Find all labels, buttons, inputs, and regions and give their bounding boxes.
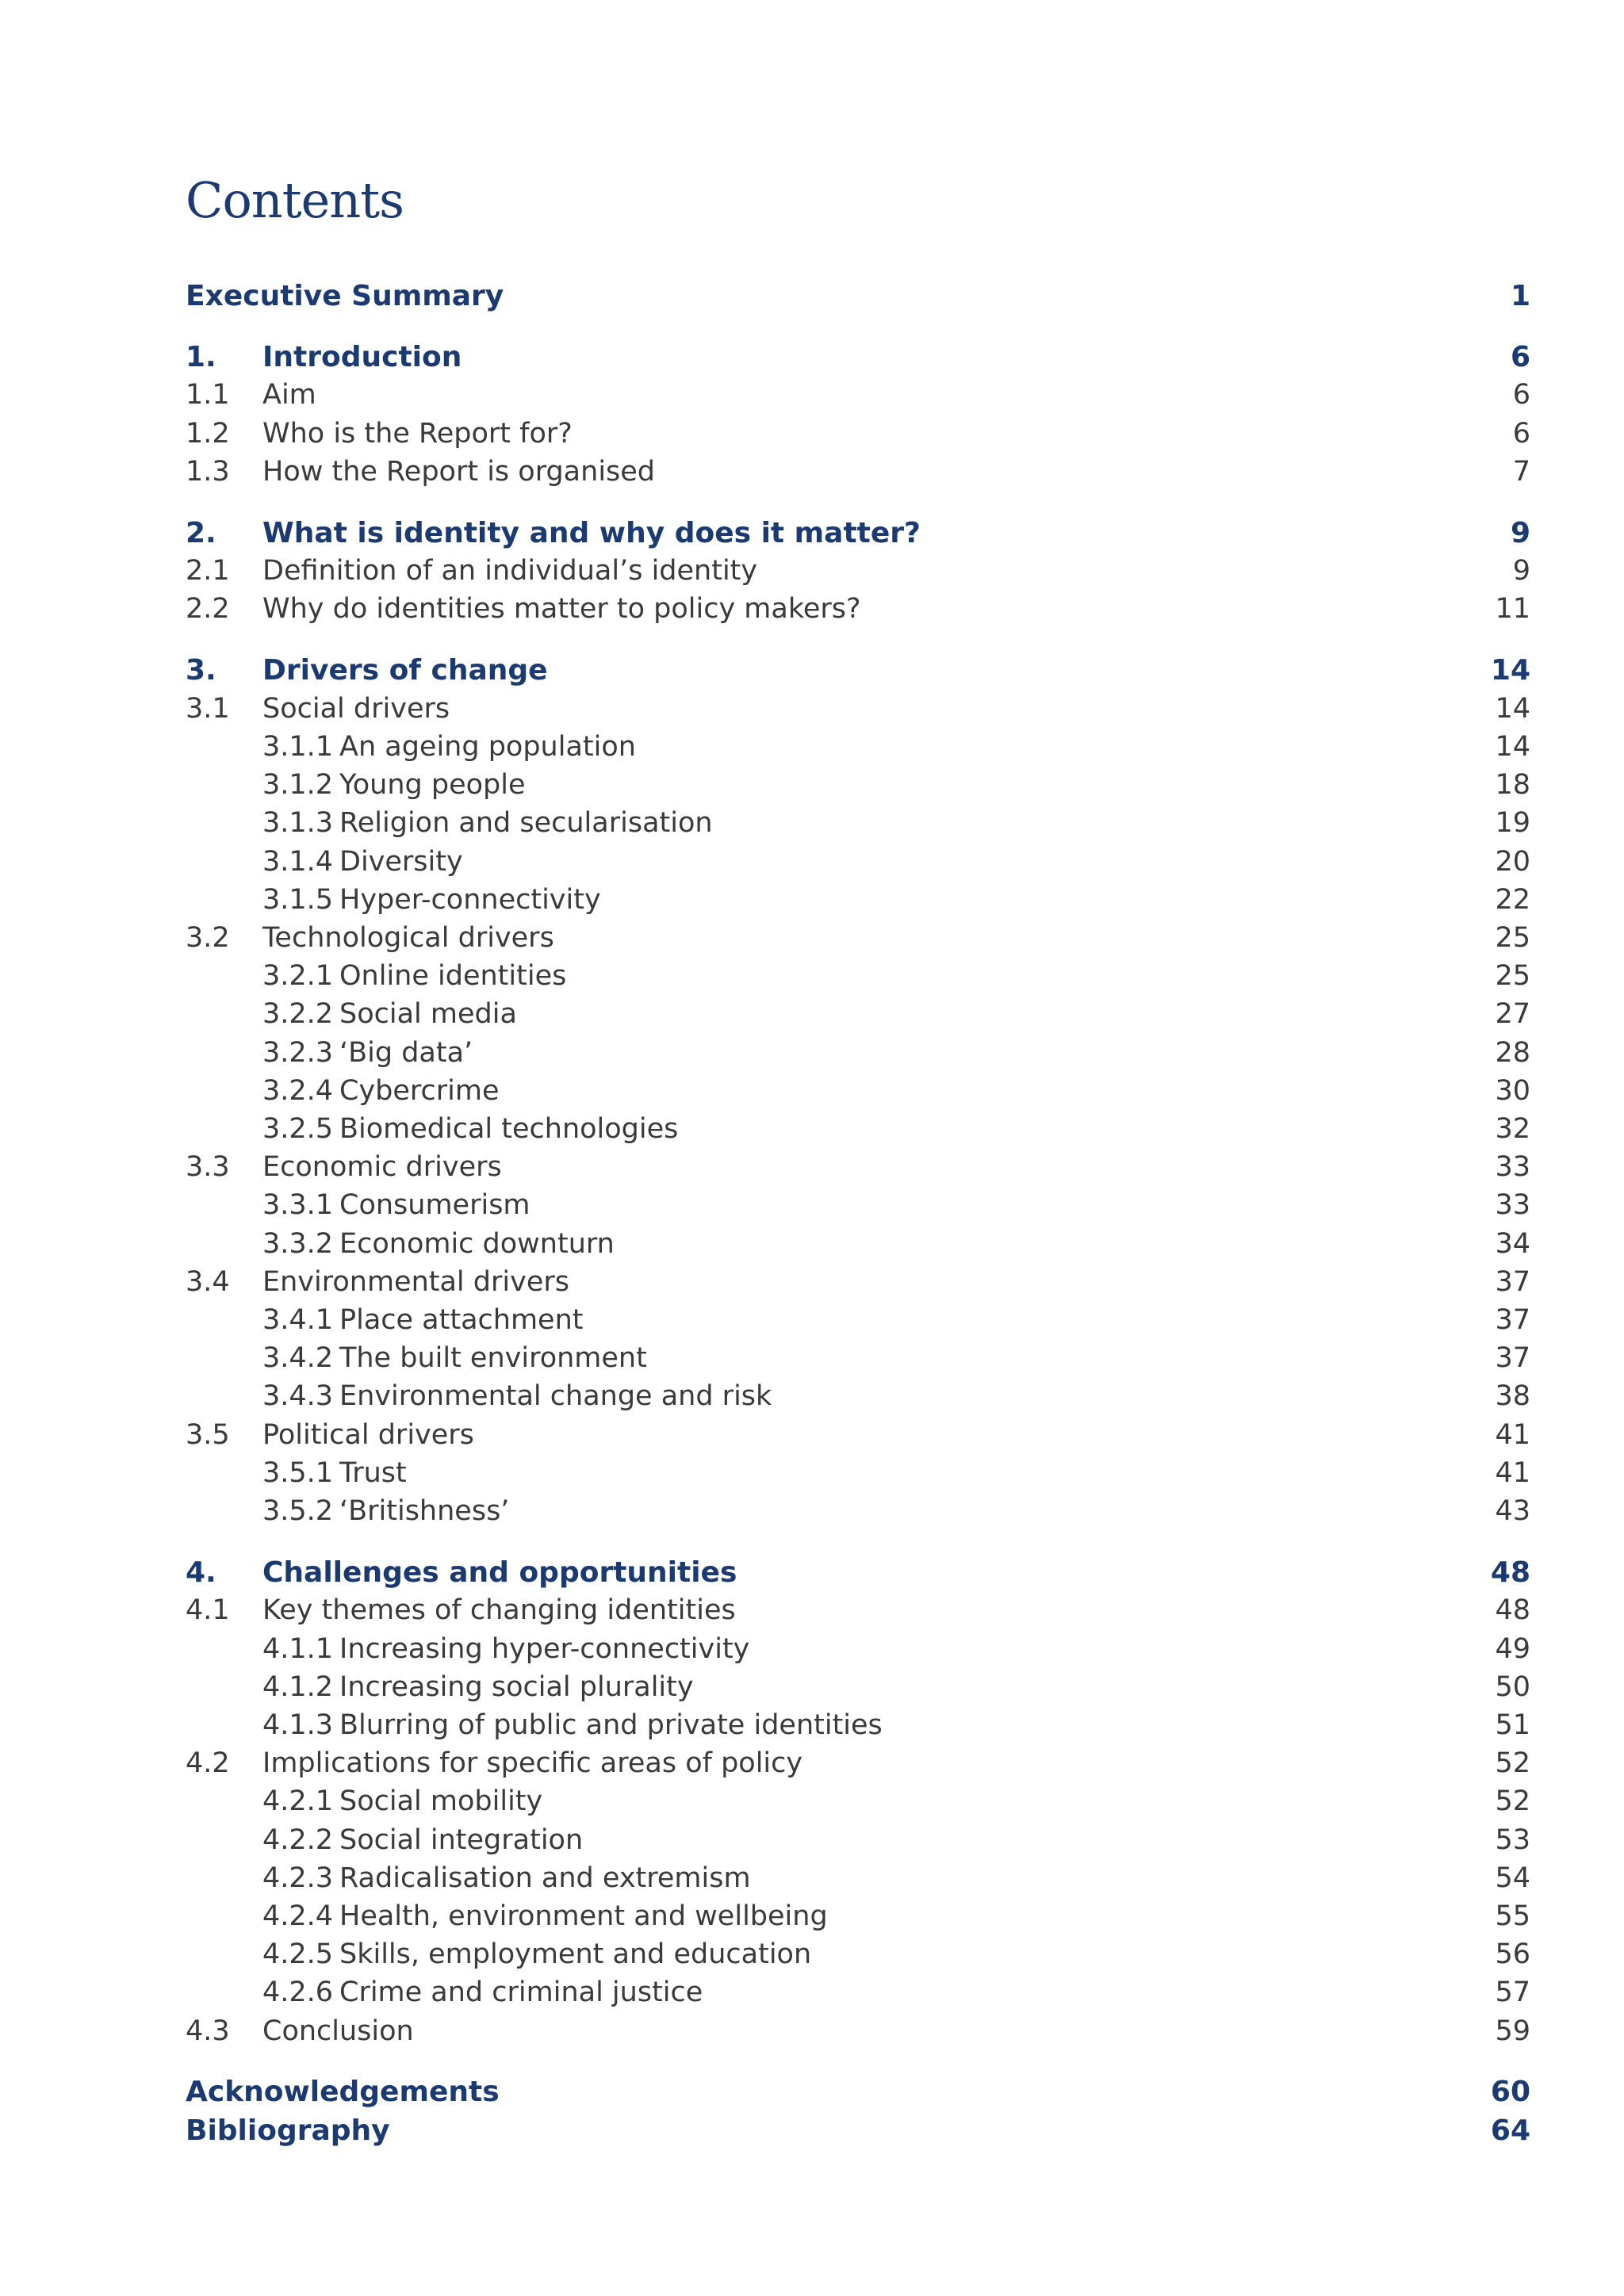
toc-entry-number: 4.2 [186, 1747, 230, 1780]
toc-entry-number: 3.1.4 [262, 845, 334, 878]
toc-entry-page: 25 [1495, 922, 1530, 954]
toc-entry-label: Definition of an individual’s identity [262, 555, 758, 587]
toc-entry-label: Executive Summary [186, 279, 504, 312]
toc-entry-label: Implications for specific areas of policy [262, 1747, 803, 1780]
toc-entry [186, 652, 1530, 690]
toc-entry-number: 3.3.2 [262, 1227, 334, 1260]
toc-entry-label: Cybercrime [339, 1074, 500, 1107]
toc-entry-page: 37 [1495, 1265, 1530, 1298]
toc-entry-number: 3.5.1 [262, 1456, 334, 1489]
toc-entry [186, 843, 1530, 881]
toc-entry-label: Crime and criminal justice [339, 1976, 703, 2009]
toc-entry-page: 52 [1495, 1747, 1530, 1780]
toc-entry [186, 881, 1530, 919]
toc-entry-label: Religion and secularisation [339, 807, 713, 840]
toc-entry-page: 37 [1495, 1304, 1530, 1336]
toc-entry-number: 3.2 [186, 922, 230, 954]
toc-entry [186, 1110, 1530, 1148]
toc-entry [186, 2111, 1530, 2149]
toc-entry-label: Key themes of changing identities [262, 1594, 736, 1627]
toc-entry-number: 3.5.2 [262, 1495, 334, 1527]
toc-entry-page: 25 [1495, 960, 1530, 993]
toc-entry-page: 59 [1495, 2015, 1530, 2047]
toc-entry [186, 1859, 1530, 1897]
toc-entry-label: Blurring of public and private identities [339, 1709, 883, 1741]
toc-entry-number: 4. [186, 1556, 216, 1589]
toc-entry-number: 4.1.3 [262, 1709, 334, 1741]
toc-entry-page: 14 [1490, 654, 1530, 687]
toc-entry [186, 1377, 1530, 1415]
toc-entry-number: 3.2.2 [262, 998, 334, 1031]
toc-entry-number: 3.3 [186, 1151, 230, 1184]
toc-entry-page: 30 [1495, 1074, 1530, 1107]
toc-entry [186, 995, 1530, 1033]
toc-entry [186, 277, 1530, 315]
toc-entry-page: 1 [1510, 279, 1530, 312]
toc-entry-label: Economic drivers [262, 1151, 502, 1184]
toc-entry-label: Aim [262, 379, 316, 411]
toc-entry-label: How the Report is organised [262, 455, 656, 488]
toc-entry-page: 57 [1495, 1976, 1530, 2009]
toc-entry-page: 18 [1495, 769, 1530, 802]
toc-entry-label: Young people [339, 769, 526, 802]
toc-entry-label: Trust [339, 1456, 407, 1489]
toc-entry [186, 728, 1530, 766]
toc-entry-label: Political drivers [262, 1418, 474, 1451]
toc-entry-page: 33 [1495, 1151, 1530, 1184]
toc-entry-number: 3.2.4 [262, 1074, 334, 1107]
toc-entry-page: 37 [1495, 1342, 1530, 1375]
toc-entry [186, 804, 1530, 842]
toc-entry-number: 3.1.1 [262, 731, 334, 763]
toc-entry [186, 1492, 1530, 1530]
toc-entry-label: Technological drivers [262, 922, 554, 954]
toc-entry-label: Conclusion [262, 2015, 414, 2047]
toc-entry-page: 51 [1495, 1709, 1530, 1741]
toc-entry-label: ‘Britishness’ [339, 1495, 510, 1527]
toc-entry-page: 22 [1495, 883, 1530, 916]
page-title: Contents [186, 170, 404, 229]
toc-entry [186, 957, 1530, 995]
toc-entry [186, 1148, 1530, 1186]
toc-entry-label: Skills, employment and education [339, 1938, 812, 1971]
toc-entry-number: 3.4 [186, 1265, 230, 1298]
toc-entry-label: Increasing hyper-connectivity [339, 1632, 750, 1665]
toc-entry [186, 453, 1530, 491]
toc-entry-label: Introduction [262, 340, 462, 373]
toc-entry-page: 60 [1490, 2076, 1530, 2109]
toc-entry-page: 41 [1495, 1418, 1530, 1451]
toc-entry-label: Social integration [339, 1823, 584, 1856]
toc-entry-number: 4.1 [186, 1594, 230, 1627]
toc-entry-page: 41 [1495, 1456, 1530, 1489]
toc-entry [186, 1225, 1530, 1263]
toc-entry [186, 1821, 1530, 1859]
toc-entry-page: 54 [1495, 1862, 1530, 1894]
toc-entry-number: 4.2.3 [262, 1862, 334, 1894]
toc-entry [186, 1668, 1530, 1706]
toc-entry [186, 1186, 1530, 1224]
toc-entry-number: 1.2 [186, 417, 230, 450]
toc-entry-page: 52 [1495, 1785, 1530, 1818]
toc-entry-page: 27 [1495, 998, 1530, 1031]
toc-entry [186, 1706, 1530, 1744]
toc-entry-label: Social drivers [262, 692, 450, 725]
toc-entry-label: ‘Big data’ [339, 1036, 473, 1069]
toc-entry [186, 1072, 1530, 1110]
toc-entry [186, 1935, 1530, 1973]
toc-entry [186, 590, 1530, 628]
toc-entry-label: Environmental change and risk [339, 1380, 772, 1413]
toc-entry-number: 3.4.2 [262, 1342, 334, 1375]
toc-entry-page: 32 [1495, 1113, 1530, 1145]
toc-entry-page: 7 [1512, 455, 1530, 488]
toc-entry-number: 1. [186, 340, 216, 373]
toc-entry [186, 1630, 1530, 1668]
toc-entry-page: 33 [1495, 1189, 1530, 1222]
toc-entry [186, 919, 1530, 957]
toc-entry-page: 19 [1495, 807, 1530, 840]
toc-entry-number: 3.2.3 [262, 1036, 334, 1069]
toc-entry [186, 514, 1530, 552]
toc-entry-number: 2.1 [186, 555, 230, 587]
toc-entry-number: 2.2 [186, 593, 230, 626]
toc-entry-label: An ageing population [339, 731, 636, 763]
toc-entry-page: 20 [1495, 845, 1530, 878]
toc-entry-page: 50 [1495, 1670, 1530, 1703]
toc-entry-number: 3.4.1 [262, 1304, 334, 1336]
toc-entry-number: 4.2.4 [262, 1900, 334, 1932]
toc-entry-number: 4.2.6 [262, 1976, 334, 2009]
toc-entry-number: 3.1.3 [262, 807, 334, 840]
toc-entry-label: Why do identities matter to policy makers? [262, 593, 861, 626]
toc-entry [186, 376, 1530, 414]
toc-entry-label: Environmental drivers [262, 1265, 569, 1298]
toc-entry-page: 9 [1510, 516, 1530, 549]
toc-entry-number: 4.2.1 [262, 1785, 334, 1818]
toc-entry [186, 1973, 1530, 2011]
toc-entry-page: 6 [1510, 340, 1530, 373]
toc-entry-number: 4.1.2 [262, 1670, 334, 1703]
toc-entry-page: 55 [1495, 1900, 1530, 1932]
toc-entry [186, 338, 1530, 376]
toc-entry-label: Online identities [339, 960, 567, 993]
toc-entry-label: What is identity and why does it matter? [262, 516, 921, 549]
toc-entry-page: 43 [1495, 1495, 1530, 1527]
toc-entry-number: 4.2.2 [262, 1823, 334, 1856]
toc-entry-label: The built environment [339, 1342, 647, 1375]
toc-entry-page: 9 [1512, 555, 1530, 587]
toc-entry-page: 34 [1495, 1227, 1530, 1260]
toc-entry-page: 48 [1490, 1556, 1530, 1589]
toc-entry-number: 3.4.3 [262, 1380, 334, 1413]
toc-entry-page: 56 [1495, 1938, 1530, 1971]
toc-entry [186, 690, 1530, 728]
toc-entry-label: Health, environment and wellbeing [339, 1900, 828, 1932]
toc-entry [186, 1339, 1530, 1377]
toc-entry [186, 1454, 1530, 1492]
toc-entry-label: Biomedical technologies [339, 1113, 679, 1145]
toc-entry-label: Social mobility [339, 1785, 543, 1818]
toc-entry [186, 1897, 1530, 1935]
toc-entry-number: 4.1.1 [262, 1632, 334, 1665]
toc-entry-number: 1.3 [186, 455, 230, 488]
toc-entry-page: 14 [1495, 692, 1530, 725]
toc-entry-number: 3.2.5 [262, 1113, 334, 1145]
toc-entry-page: 14 [1495, 731, 1530, 763]
toc-entry [186, 2073, 1530, 2111]
toc-entry-label: Place attachment [339, 1304, 584, 1336]
toc-entry [186, 415, 1530, 453]
toc-entry-page: 53 [1495, 1823, 1530, 1856]
toc-entry-label: Challenges and opportunities [262, 1556, 737, 1589]
toc-entry-number: 3.2.1 [262, 960, 334, 993]
toc-entry-label: Bibliography [186, 2114, 390, 2147]
toc-entry-label: Who is the Report for? [262, 417, 573, 450]
toc-entry-number: 4.3 [186, 2015, 230, 2047]
toc-entry [186, 552, 1530, 590]
toc-entry-label: Drivers of change [262, 654, 548, 687]
toc-entry-number: 2. [186, 516, 216, 549]
toc-entry [186, 766, 1530, 804]
toc-entry-page: 48 [1495, 1594, 1530, 1627]
toc-entry [186, 1553, 1530, 1591]
toc-entry-label: Acknowledgements [186, 2076, 500, 2109]
toc-entry-number: 1.1 [186, 379, 230, 411]
toc-entry-label: Radicalisation and extremism [339, 1862, 751, 1894]
toc-entry-page: 11 [1495, 593, 1530, 626]
toc-entry-page: 38 [1495, 1380, 1530, 1413]
toc-entry-number: 4.2.5 [262, 1938, 334, 1971]
toc-entry-page: 49 [1495, 1632, 1530, 1665]
toc-entry-number: 3.1.5 [262, 883, 334, 916]
toc-entry [186, 1744, 1530, 1782]
toc-entry [186, 1782, 1530, 1820]
toc-entry [186, 1416, 1530, 1454]
toc-entry-page: 64 [1490, 2114, 1530, 2147]
toc-entry-number: 3.1.2 [262, 769, 334, 802]
toc-entry-number: 3. [186, 654, 216, 687]
toc-entry-page: 28 [1495, 1036, 1530, 1069]
toc-entry [186, 1301, 1530, 1339]
toc-entry-label: Diversity [339, 845, 463, 878]
toc-entry-page: 6 [1512, 379, 1530, 411]
toc-entry-label: Social media [339, 998, 517, 1031]
toc-entry-number: 3.5 [186, 1418, 230, 1451]
toc-entry [186, 2012, 1530, 2050]
toc-entry-label: Consumerism [339, 1189, 530, 1222]
toc-entry-label: Hyper-connectivity [339, 883, 601, 916]
toc-entry-number: 3.3.1 [262, 1189, 334, 1222]
toc-entry [186, 1591, 1530, 1629]
toc-entry [186, 1263, 1530, 1301]
toc-entry-label: Increasing social plurality [339, 1670, 694, 1703]
toc-entry [186, 1034, 1530, 1072]
toc-entry-number: 3.1 [186, 692, 230, 725]
toc-entry-page: 6 [1512, 417, 1530, 450]
toc-entry-label: Economic downturn [339, 1227, 615, 1260]
